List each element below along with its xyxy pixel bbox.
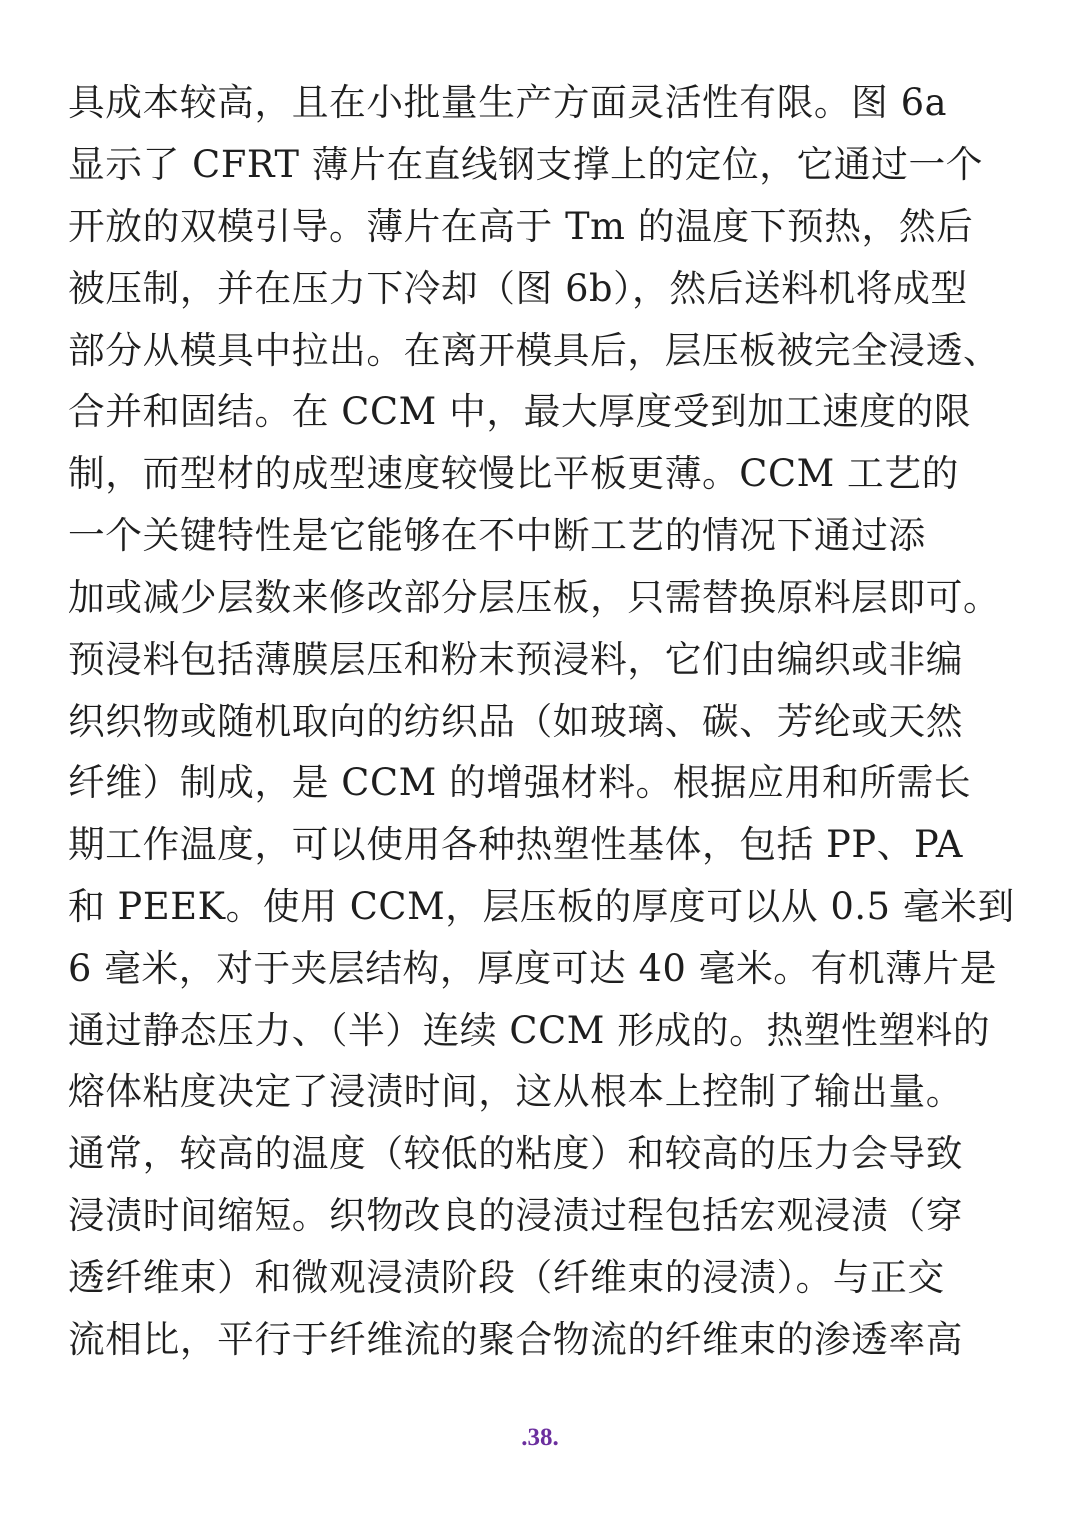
body-text-line: 具成本较高，且在小批量生产方面灵活性有限。图 6a (68, 81, 948, 124)
body-text-line: 织织物或随机取向的纺织品（如玻璃、碳、芳纶或天然 (68, 700, 964, 743)
body-text-line: 纤维）制成，是 CCM 的增强材料。根据应用和所需长 (68, 761, 972, 804)
body-text-line: 被压制，并在压力下冷却（图 6b），然后送料机将成型 (68, 267, 968, 310)
page-number: .38. (521, 1424, 559, 1451)
body-text-line: 通过静态压力、（半）连续 CCM 形成的。热塑性塑料的 (68, 1009, 991, 1052)
body-text-line: 预浸料包括薄膜层压和粉末预浸料，它们由编织或非编 (68, 638, 964, 681)
body-text-line: 期工作温度，可以使用各种热塑性基体，包括 PP、PA (68, 823, 964, 866)
body-text-line: 和 PEEK。使用 CCM，层压板的厚度可以从 0.5 毫米到 (68, 885, 1015, 928)
body-text-line: 合并和固结。在 CCM 中，最大厚度受到加工速度的限 (68, 390, 972, 433)
body-text-line: 制，而型材的成型速度较慢比平板更薄。CCM 工艺的 (68, 452, 959, 495)
body-text-line: 流相比，平行于纤维流的聚合物流的纤维束的渗透率高 (68, 1318, 964, 1361)
body-text-line: 部分从模具中拉出。在离开模具后，层压板被完全浸透、 (68, 329, 1001, 372)
body-text-line: 6 毫米，对于夹层结构，厚度可达 40 毫米。有机薄片是 (68, 947, 998, 990)
body-text-line: 熔体粘度决定了浸渍时间，这从根本上控制了输出量。 (68, 1070, 964, 1113)
body-text-line: 通常，较高的温度（较低的粘度）和较高的压力会导致 (68, 1132, 964, 1175)
body-text-line: 加或减少层数来修改部分层压板，只需替换原料层即可。 (68, 576, 1001, 619)
body-text-line: 浸渍时间缩短。织物改良的浸渍过程包括宏观浸渍（穿 (68, 1194, 964, 1237)
body-text-line: 透纤维束）和微观浸渍阶段（纤维束的浸渍）。与正交 (68, 1256, 945, 1299)
body-text-line: 显示了 CFRT 薄片在直线钢支撑上的定位，它通过一个 (68, 143, 984, 186)
body-text-line: 开放的双模引导。薄片在高于 Tm 的温度下预热，然后 (68, 205, 974, 248)
body-text-line: 一个关键特性是它能够在不中断工艺的情况下通过添 (68, 514, 926, 557)
